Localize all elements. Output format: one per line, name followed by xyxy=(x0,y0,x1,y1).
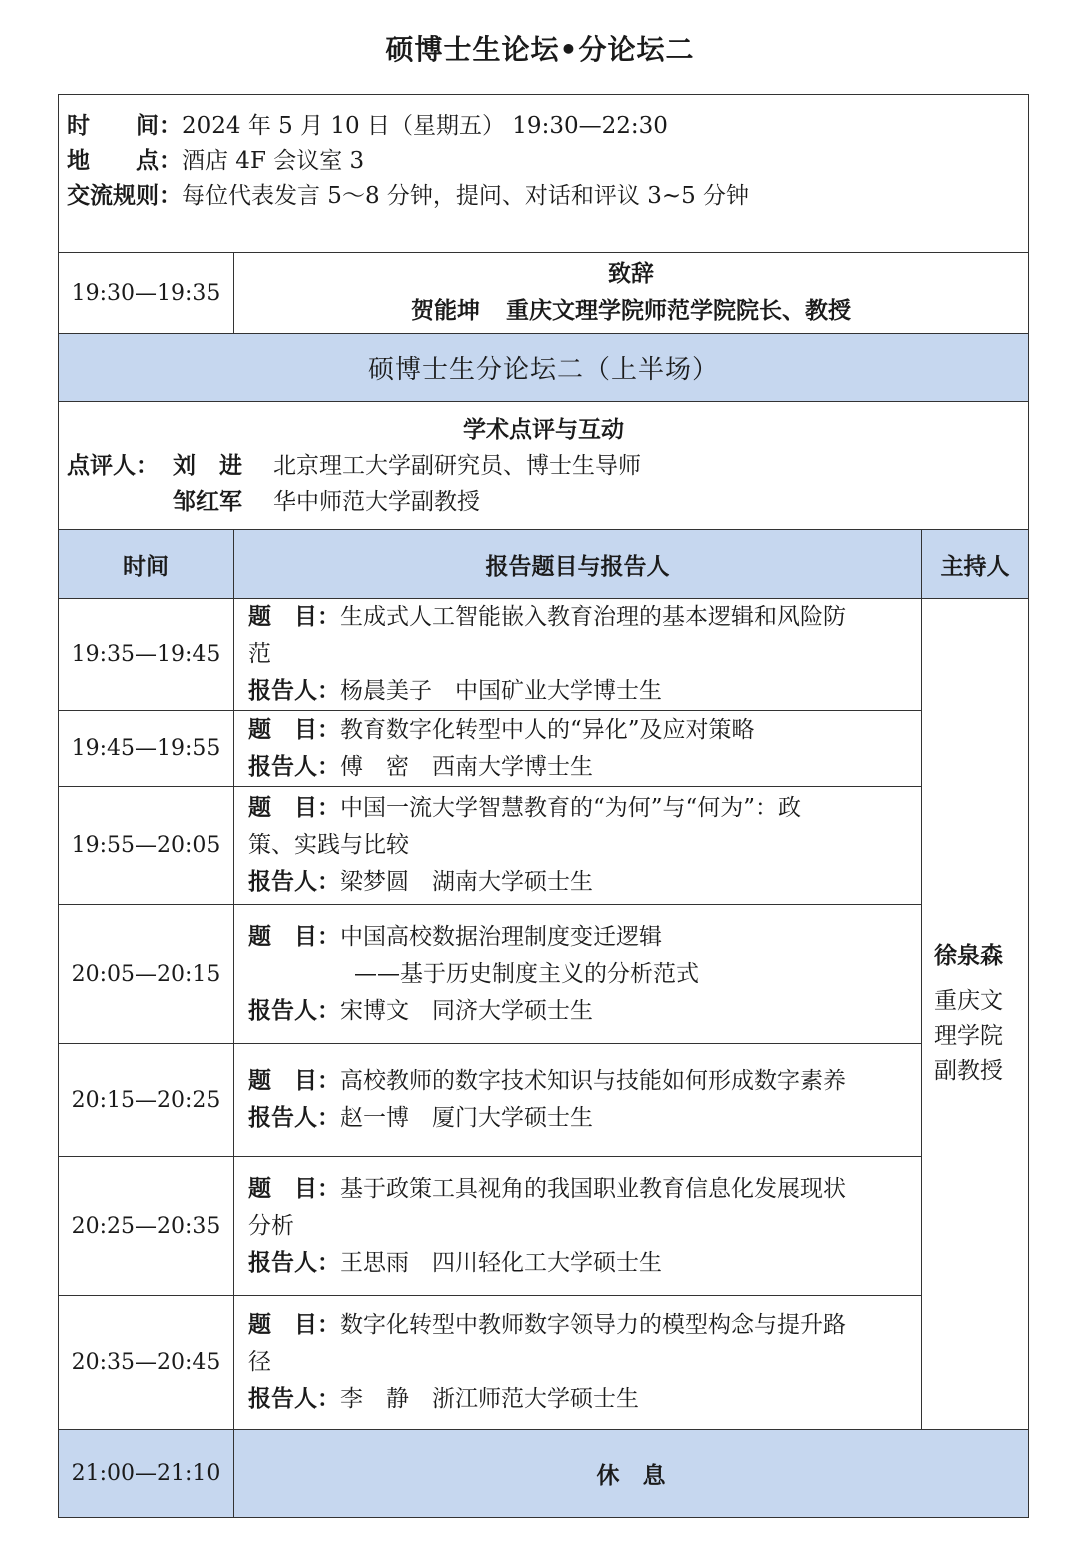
speaker-label: 报告人： xyxy=(248,1249,340,1276)
break-label: 休 息 xyxy=(234,1430,1029,1518)
talk-time: 19:55—20:05 xyxy=(59,787,234,905)
speaker-label: 报告人： xyxy=(248,1386,340,1412)
rule-label: 交流规则： xyxy=(67,183,182,209)
place-label: 地 点： xyxy=(67,148,182,174)
host-cell xyxy=(922,599,1029,1430)
host-affiliation-1: 重庆文 xyxy=(934,988,1003,1014)
topic-label: 题 目： xyxy=(248,1068,340,1094)
document-title: 硕博士生论坛•分论坛二 xyxy=(385,33,695,66)
talk-speaker: 报告人：王思雨 四川轻化工大学硕士生 xyxy=(248,1249,662,1276)
topic-label: 题 目： xyxy=(248,1312,340,1338)
table-row xyxy=(59,1044,1029,1157)
session-header-row xyxy=(59,334,1029,402)
talk-time: 20:15—20:25 xyxy=(59,1044,234,1157)
table-row xyxy=(59,1296,1029,1430)
talk-time: 20:25—20:35 xyxy=(59,1157,234,1296)
time-value: 2024 年 5 月 10 日（星期五） 19:30—22:30 xyxy=(182,113,668,139)
reviewer-name: 邹红军 xyxy=(173,488,242,515)
talk-speaker: 报告人：宋博文 同济大学硕士生 xyxy=(248,997,593,1024)
topic-label: 题 目： xyxy=(248,604,340,630)
time-line xyxy=(67,109,1020,144)
talk-topic-cont: 范 xyxy=(248,641,271,667)
talk-content xyxy=(234,599,922,711)
talk-content xyxy=(234,1157,922,1296)
talk-time: 20:35—20:45 xyxy=(59,1296,234,1430)
column-header-row xyxy=(59,530,1029,599)
reviewer-affiliation: 北京理工大学副研究员、博士生导师 xyxy=(273,452,641,479)
opening-row xyxy=(59,253,1029,334)
talk-content xyxy=(234,711,922,787)
talk-topic-cont: 策、实践与比较 xyxy=(248,832,409,858)
talk-time: 19:45—19:55 xyxy=(59,711,234,787)
reviewer-1 xyxy=(67,448,1020,484)
host-name: 徐泉森 xyxy=(934,943,1003,969)
review-block xyxy=(59,402,1029,530)
break-time: 21:00—21:10 xyxy=(59,1430,234,1518)
opening-role: 重庆文理学院师范学院院长、教授 xyxy=(506,298,851,324)
reviewer-label: 点评人： xyxy=(67,452,159,479)
table-row xyxy=(59,905,1029,1044)
column-header-host: 主持人 xyxy=(922,530,1029,599)
talk-content xyxy=(234,787,922,905)
table-row xyxy=(59,599,1029,711)
talk-speaker: 报告人：赵一博 厦门大学硕士生 xyxy=(248,1105,593,1131)
talk-time: 20:05—20:15 xyxy=(59,905,234,1044)
speaker-label: 报告人： xyxy=(248,997,340,1024)
opening-speaker-line xyxy=(234,293,1028,330)
talk-content xyxy=(234,905,922,1044)
table-row xyxy=(59,711,1029,787)
session-info xyxy=(59,95,1029,253)
topic-label: 题 目： xyxy=(248,923,340,950)
opening-speaker: 贺能坤 xyxy=(411,298,480,324)
info-row xyxy=(59,95,1029,253)
opening-time: 19:30—19:35 xyxy=(59,253,234,334)
column-header-time: 时间 xyxy=(59,530,234,599)
talk-speaker: 报告人：梁梦圆 湖南大学硕士生 xyxy=(248,869,593,895)
talk-speaker: 报告人：傅 密 西南大学博士生 xyxy=(248,753,593,780)
talk-topic-cont: 分析 xyxy=(248,1212,294,1239)
session-header: 硕博士生分论坛二（上半场） xyxy=(59,334,1029,402)
talk-speaker: 报告人：李 静 浙江师范大学硕士生 xyxy=(248,1386,639,1412)
rule-value: 每位代表发言 5～8 分钟，提问、对话和评议 3~5 分钟 xyxy=(182,183,750,209)
column-header-topic: 报告题目与报告人 xyxy=(234,530,922,599)
talk-topic: 题 目：数字化转型中教师数字领导力的模型构念与提升路 xyxy=(248,1312,846,1338)
talk-topic: 题 目：中国高校数据治理制度变迁逻辑 xyxy=(248,923,662,950)
topic-label: 题 目： xyxy=(248,795,340,821)
opening-content xyxy=(234,253,1029,334)
speaker-label: 报告人： xyxy=(248,753,340,780)
rule-line xyxy=(67,179,1020,214)
speaker-label: 报告人： xyxy=(248,869,340,895)
host-affiliation-2: 理学院 xyxy=(934,1023,1003,1049)
talk-subtitle: ——基于历史制度主义的分析范式 xyxy=(354,960,699,987)
review-row xyxy=(59,402,1029,530)
reviewer-name: 刘 进 xyxy=(173,452,242,479)
speaker-label: 报告人： xyxy=(248,678,340,704)
reviewer-affiliation: 华中师范大学副教授 xyxy=(273,488,480,515)
talk-time: 19:35—19:45 xyxy=(59,599,234,711)
talk-topic: 题 目：基于政策工具视角的我国职业教育信息化发展现状 xyxy=(248,1175,846,1202)
reviewer-2 xyxy=(67,484,1020,520)
talk-topic: 题 目：中国一流大学智慧教育的“为何”与“何为”：政 xyxy=(248,795,802,821)
break-row xyxy=(59,1430,1029,1518)
talk-topic-cont: 径 xyxy=(248,1349,271,1375)
talk-content xyxy=(234,1044,922,1157)
place-line xyxy=(67,144,1020,179)
host-affiliation-3: 副教授 xyxy=(934,1058,1003,1084)
time-label: 时 间： xyxy=(67,113,182,139)
table-row xyxy=(59,787,1029,905)
talk-content xyxy=(234,1296,922,1430)
speaker-label: 报告人： xyxy=(248,1105,340,1131)
talk-topic: 题 目：教育数字化转型中人的“异化”及应对策略 xyxy=(248,716,755,743)
table-row xyxy=(59,1157,1029,1296)
schedule-table xyxy=(58,94,1029,1518)
review-title: 学术点评与互动 xyxy=(463,416,624,443)
place-value: 酒店 4F 会议室 3 xyxy=(182,148,365,174)
talk-topic: 题 目：高校教师的数字技术知识与技能如何形成数字素养 xyxy=(248,1068,846,1094)
talk-speaker: 报告人：杨晨美子 中国矿业大学博士生 xyxy=(248,678,662,704)
talk-topic: 题 目：生成式人工智能嵌入教育治理的基本逻辑和风险防 xyxy=(248,604,846,630)
opening-title: 致辞 xyxy=(608,261,654,287)
topic-label: 题 目： xyxy=(248,1175,340,1202)
topic-label: 题 目： xyxy=(248,716,340,743)
